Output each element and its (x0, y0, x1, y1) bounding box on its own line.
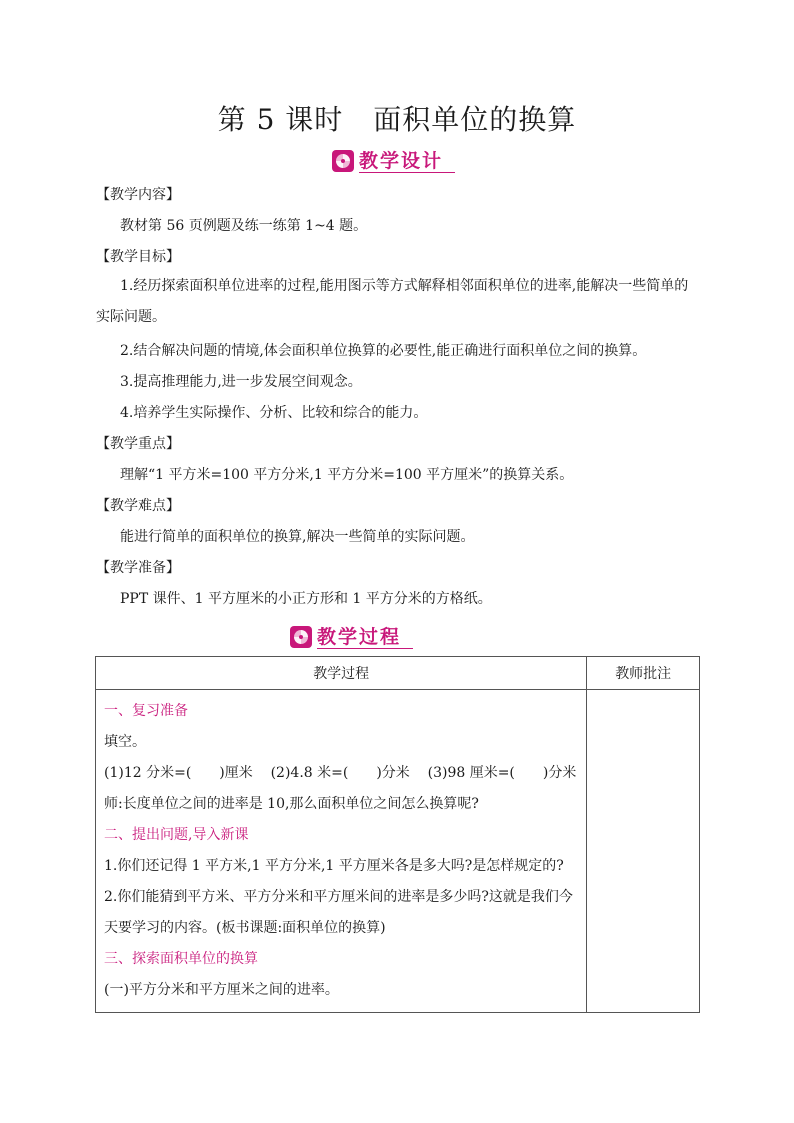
process-banner (290, 624, 413, 650)
content-heading: 【教学内容】 (96, 187, 180, 203)
table-header-row (96, 657, 700, 690)
q1-suffix: )厘米 (219, 765, 253, 781)
goal-item: 4.培养学生实际操作、分析、比较和综合的能力。 (120, 405, 428, 421)
q1-prefix: (1)12 分米=( (104, 765, 192, 781)
content-text: 教材第 56 页例题及练一练第 1~4 题。 (120, 218, 368, 234)
title-topic: 面积单位的换算 (373, 103, 577, 136)
notes-cell (587, 690, 700, 1013)
process-banner-label: 教学过程 (317, 626, 413, 649)
section-1-teacher: 师:长度单位之间的进率是 10,那么面积单位之间怎么换算呢? (104, 796, 479, 812)
table-row (96, 690, 700, 1013)
section-1-task: 填空。 (104, 734, 146, 750)
goals-heading: 【教学目标】 (96, 249, 180, 265)
process-cell (96, 690, 587, 1013)
difficulty-heading: 【教学难点】 (96, 498, 180, 514)
page-title (0, 98, 794, 138)
col-notes-header: 教师批注 (587, 657, 700, 690)
pinwheel-icon (332, 150, 354, 172)
goal-item: 2.结合解决问题的情境,体会面积单位换算的必要性,能正确进行面积单位之间的换算。 (120, 343, 647, 359)
prep-heading: 【教学准备】 (96, 560, 180, 576)
difficulty-text: 能进行简单的面积单位的换算,解决一些简单的实际问题。 (120, 529, 475, 545)
key-text: 理解“1 平方米=100 平方分米,1 平方分米=100 平方厘米”的换算关系。 (120, 467, 574, 483)
q2-suffix: )分米 (376, 765, 410, 781)
title-lesson: 第 5 课时 (217, 103, 344, 136)
fill-blank-questions (104, 758, 576, 789)
section-1-title: 一、复习准备 (104, 703, 188, 719)
q2-prefix: (2)4.8 米=( (270, 765, 349, 781)
col-process-header: 教学过程 (96, 657, 587, 690)
section-2-title: 二、提出问题,导入新课 (104, 827, 249, 843)
design-banner (332, 148, 455, 174)
process-table (95, 656, 700, 1013)
section-2-q1: 1.你们还记得 1 平方米,1 平方分米,1 平方厘米各是多大吗?是怎样规定的? (104, 858, 564, 874)
design-banner-label: 教学设计 (359, 150, 455, 173)
goal-item: 1.经历探索面积单位进率的过程,能用图示等方式解释相邻面积单位的进率,能解决一些简单的实际问题。 (96, 278, 689, 325)
q3-prefix: (3)98 厘米=( (427, 765, 515, 781)
q3-suffix: )分米 (542, 765, 577, 781)
key-heading: 【教学重点】 (96, 436, 180, 452)
pinwheel-icon (290, 626, 312, 648)
prep-text: PPT 课件、1 平方厘米的小正方形和 1 平方分米的方格纸。 (120, 591, 492, 607)
goal-item: 3.提高推理能力,进一步发展空间观念。 (120, 374, 362, 390)
section-3-sub: (一)平方分米和平方厘米之间的进率。 (104, 982, 339, 998)
section-2-q2: 2.你们能猜到平方米、平方分米和平方厘米间的进率是多少吗?这就是我们今天要学习的内容。(板书课题:面积单位的换算) (104, 889, 573, 936)
section-3-title: 三、探索面积单位的换算 (104, 951, 258, 967)
